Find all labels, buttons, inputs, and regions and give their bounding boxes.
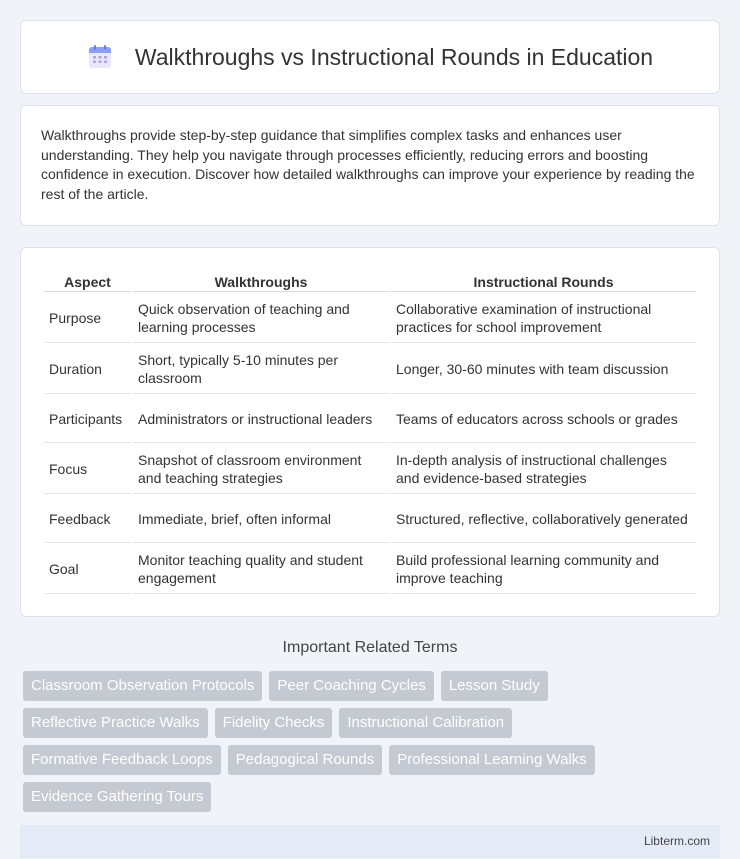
related-term-tag[interactable]: Professional Learning Walks xyxy=(389,745,595,775)
table-row xyxy=(44,345,696,394)
related-term-tag[interactable]: Formative Feedback Loops xyxy=(23,745,221,775)
footer-site-link[interactable]: Libterm.com xyxy=(643,834,710,849)
table-cell-aspect: Goal xyxy=(44,545,131,594)
table-cell-walkthroughs: Immediate, brief, often informal xyxy=(133,496,389,543)
table-cell-aspect: Feedback xyxy=(44,496,131,543)
table-cell-walkthroughs: Snapshot of classroom environment and teaching strategies xyxy=(133,445,389,494)
table-cell-instructional-rounds: Longer, 30-60 minutes with team discussion xyxy=(391,345,696,394)
table-cell-walkthroughs: Short, typically 5-10 minutes per classroom xyxy=(133,345,389,394)
column-header-aspect: Aspect xyxy=(44,270,131,292)
table-cell-walkthroughs: Quick observation of teaching and learning processes xyxy=(133,294,389,343)
table-cell-instructional-rounds: Build professional learning community and improve teaching xyxy=(391,545,696,594)
table-cell-walkthroughs: Monitor teaching quality and student engagement xyxy=(133,545,389,594)
table-cell-instructional-rounds: Collaborative examination of instructional practices for school improvement xyxy=(391,294,696,343)
page-header xyxy=(20,20,720,94)
page-footer xyxy=(20,825,720,858)
table-cell-aspect: Focus xyxy=(44,445,131,494)
table-row xyxy=(44,545,696,594)
table-row xyxy=(44,496,696,543)
column-header-walkthroughs: Walkthroughs xyxy=(133,270,389,292)
related-term-tag[interactable]: Instructional Calibration xyxy=(339,708,512,738)
table-cell-aspect: Participants xyxy=(44,396,131,443)
related-term-tag[interactable]: Classroom Observation Protocols xyxy=(23,671,262,701)
table-cell-walkthroughs: Administrators or instructional leaders xyxy=(133,396,389,443)
intro-section xyxy=(20,105,720,226)
comparison-table-card xyxy=(20,247,720,617)
table-row xyxy=(44,445,696,494)
calendar-icon xyxy=(87,44,113,70)
page-title: Walkthroughs vs Instructional Rounds in Education xyxy=(134,43,654,70)
related-term-tag[interactable]: Pedagogical Rounds xyxy=(228,745,382,775)
related-terms-list xyxy=(23,671,633,812)
table-header-row xyxy=(44,270,696,292)
related-term-tag[interactable]: Evidence Gathering Tours xyxy=(23,782,211,812)
table-cell-instructional-rounds: Teams of educators across schools or grades xyxy=(391,396,696,443)
related-term-tag[interactable]: Fidelity Checks xyxy=(215,708,333,738)
related-term-tag[interactable]: Reflective Practice Walks xyxy=(23,708,208,738)
table-cell-aspect: Duration xyxy=(44,345,131,394)
column-header-instructional-rounds: Instructional Rounds xyxy=(391,270,696,292)
intro-text: Walkthroughs provide step-by-step guidance that simplifies complex tasks and enhances user understanding. They help you navigate through processes efficiently, reducing errors and boosting confidence in execution. Discover how detailed walkthroughs can improve your experience by reading the rest of the article. xyxy=(41,127,695,202)
table-row xyxy=(44,294,696,343)
table-cell-instructional-rounds: In-depth analysis of instructional challenges and evidence-based strategies xyxy=(391,445,696,494)
table-row xyxy=(44,396,696,443)
related-term-tag[interactable]: Lesson Study xyxy=(441,671,548,701)
table-cell-instructional-rounds: Structured, reflective, collaboratively generated xyxy=(391,496,696,543)
related-terms-title: Important Related Terms xyxy=(282,639,458,657)
table-cell-aspect: Purpose xyxy=(44,294,131,343)
related-term-tag[interactable]: Peer Coaching Cycles xyxy=(269,671,433,701)
comparison-table xyxy=(42,268,698,596)
